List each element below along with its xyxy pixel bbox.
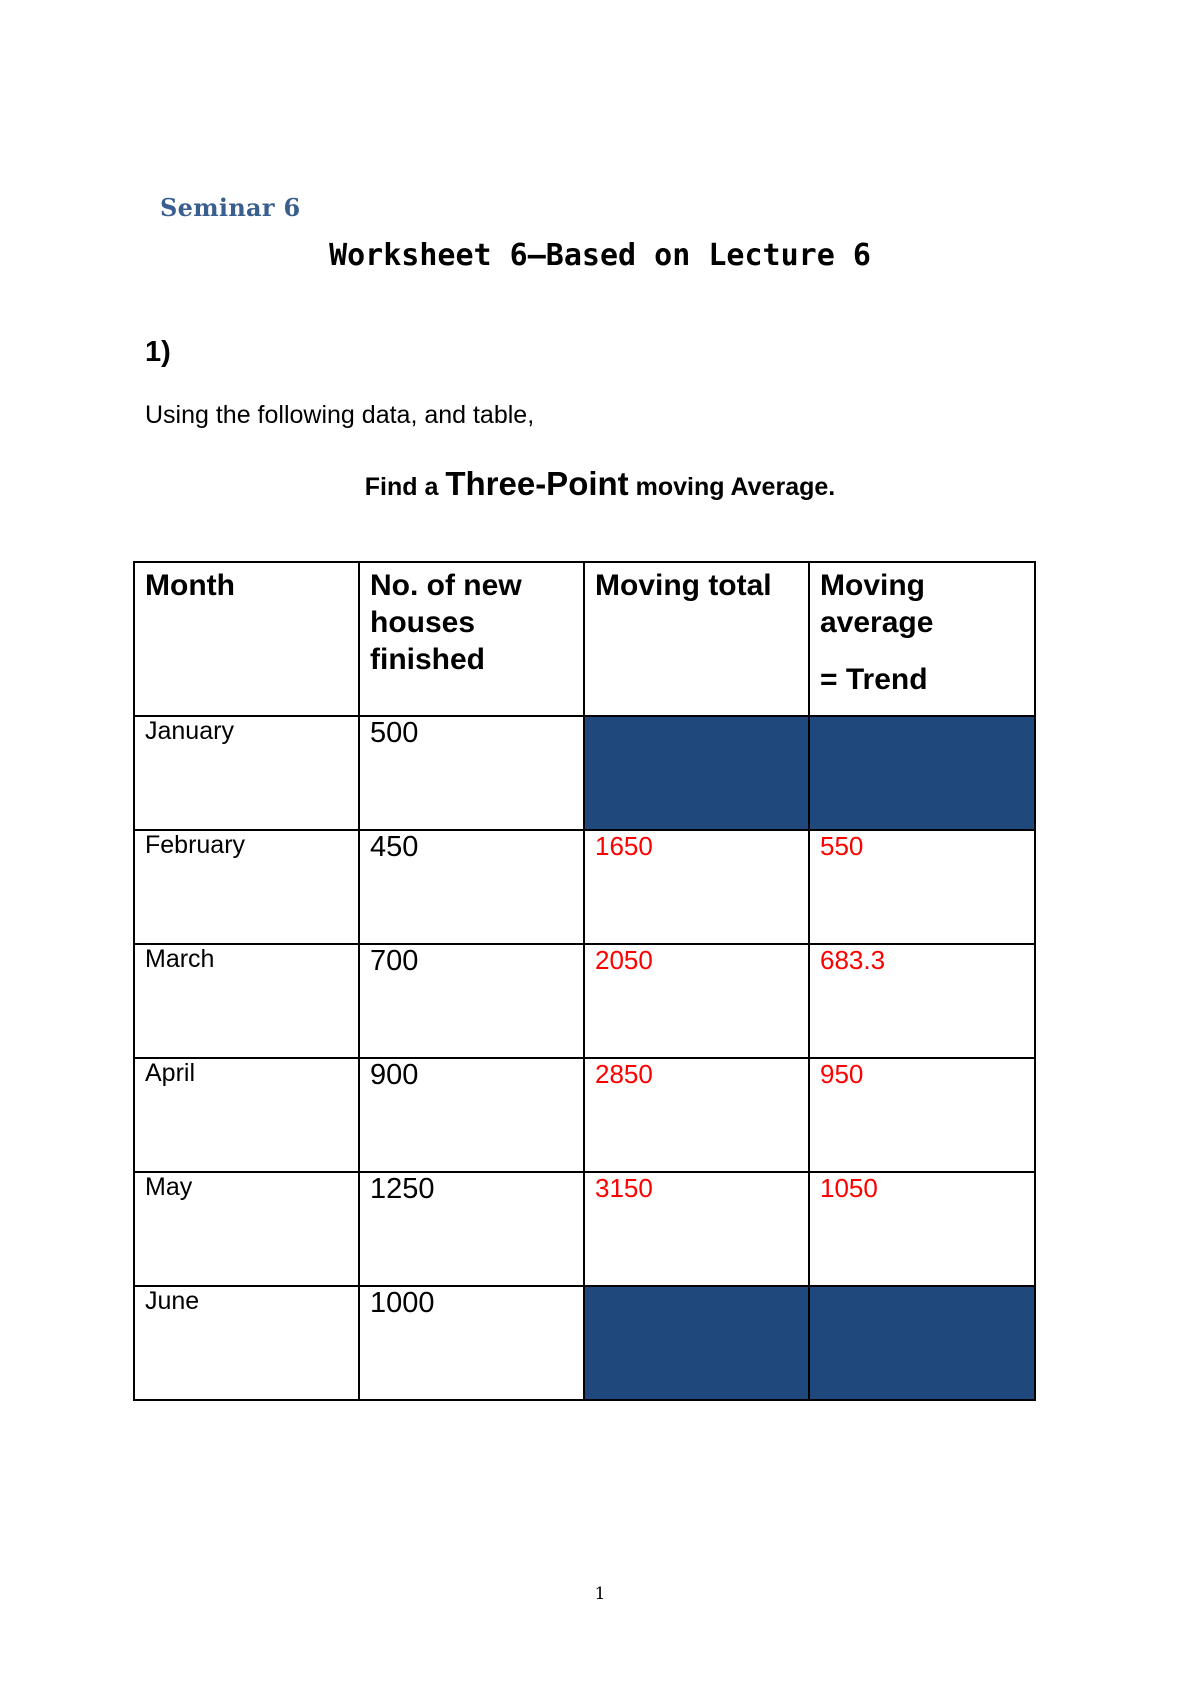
shaded-total-cell: [584, 716, 809, 830]
moving-total-cell: 3150: [584, 1172, 809, 1286]
month-cell: March: [134, 944, 359, 1058]
month-cell: January: [134, 716, 359, 830]
table-row: [134, 830, 1035, 944]
header-average-label: Moving average: [820, 569, 934, 639]
table-row: [134, 1058, 1035, 1172]
question-intro: Using the following data, and table,: [145, 401, 535, 429]
seminar-label: Seminar 6: [160, 193, 301, 222]
shaded-total-cell: [584, 1286, 809, 1400]
houses-cell: 1250: [359, 1172, 584, 1286]
instruction-suffix: moving Average.: [628, 473, 836, 501]
houses-cell: 1000: [359, 1286, 584, 1400]
month-cell: June: [134, 1286, 359, 1400]
header-houses: No. of new houses finished: [359, 562, 584, 716]
moving-average-cell: 683.3: [809, 944, 1035, 1058]
table-header-row: [134, 562, 1035, 716]
moving-total-cell: 1650: [584, 830, 809, 944]
table-row: [134, 1172, 1035, 1286]
header-moving-total: Moving total: [584, 562, 809, 716]
houses-cell: 900: [359, 1058, 584, 1172]
instruction-prefix: Find a: [364, 473, 446, 501]
houses-cell: 450: [359, 830, 584, 944]
moving-average-cell: 1050: [809, 1172, 1035, 1286]
table-row: [134, 944, 1035, 1058]
instruction-emphasis: Three-Point: [445, 465, 629, 502]
month-cell: April: [134, 1058, 359, 1172]
table-row: [134, 1286, 1035, 1400]
worksheet-title: Worksheet 6—Based on Lecture 6: [329, 238, 871, 273]
moving-average-cell: 550: [809, 830, 1035, 944]
table-row: [134, 716, 1035, 830]
question-instruction: [0, 465, 1200, 503]
moving-total-cell: 2850: [584, 1058, 809, 1172]
moving-average-table: [133, 561, 1036, 1401]
page-number: 1: [594, 1584, 606, 1604]
header-month: Month: [134, 562, 359, 716]
month-cell: May: [134, 1172, 359, 1286]
header-moving-average: [809, 562, 1035, 716]
houses-cell: 500: [359, 716, 584, 830]
shaded-average-cell: [809, 716, 1035, 830]
month-cell: February: [134, 830, 359, 944]
header-trend-label: = Trend: [820, 663, 928, 696]
shaded-average-cell: [809, 1286, 1035, 1400]
moving-average-cell: 950: [809, 1058, 1035, 1172]
question-number: 1): [145, 336, 171, 368]
moving-total-cell: 2050: [584, 944, 809, 1058]
houses-cell: 700: [359, 944, 584, 1058]
